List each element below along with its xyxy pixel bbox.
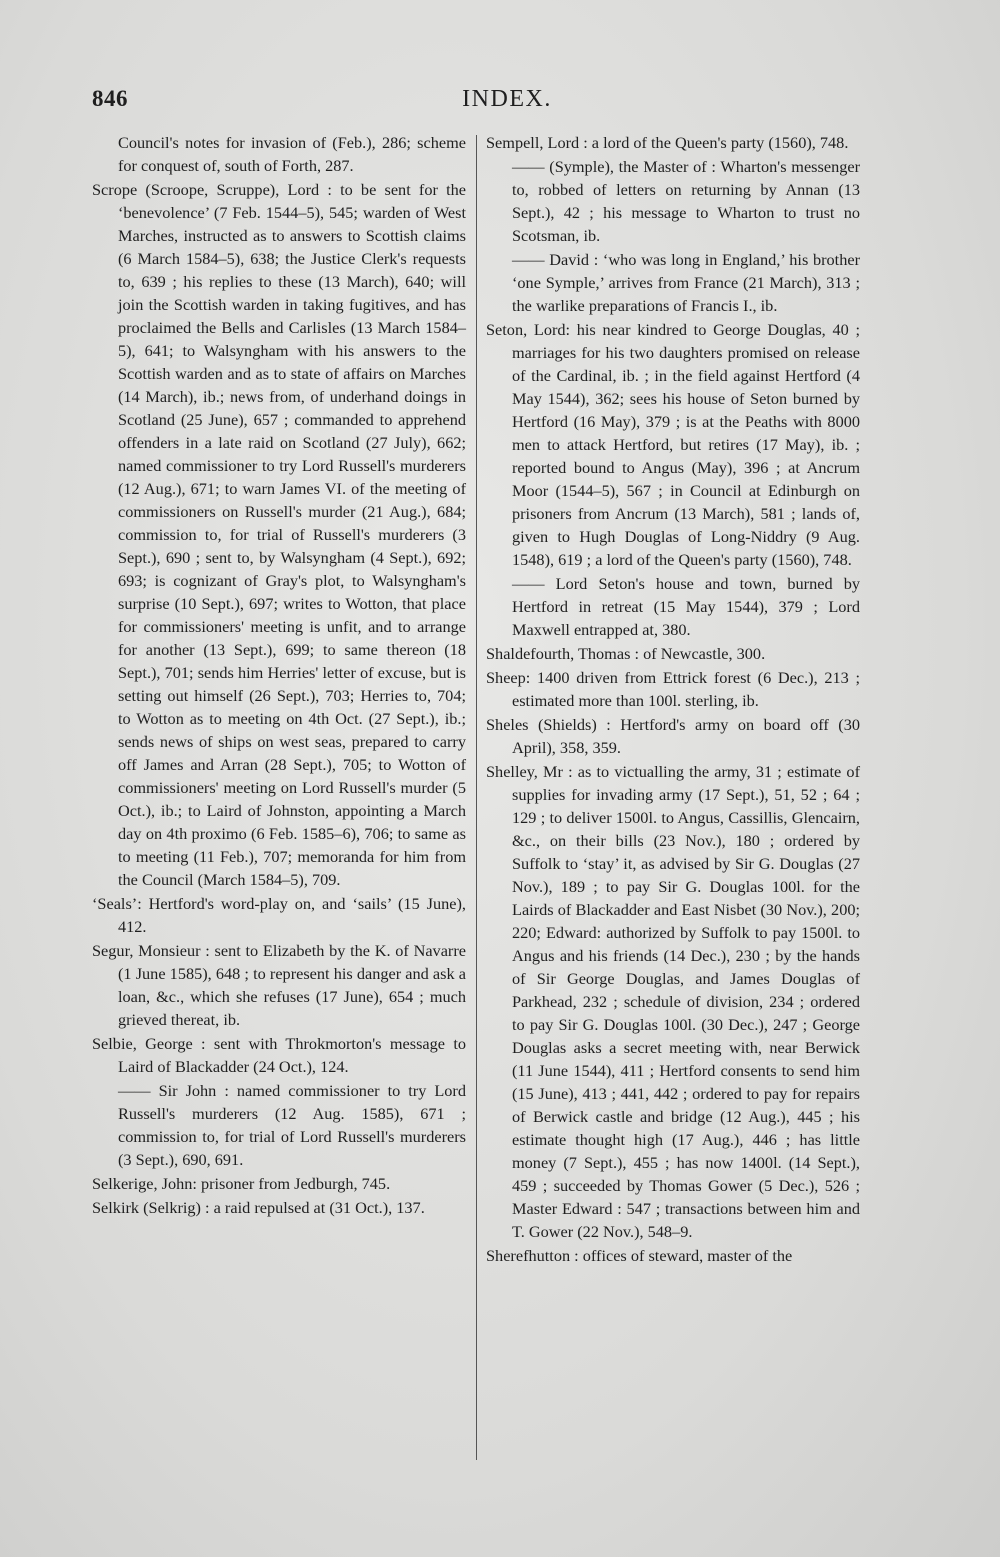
index-entry: ‘Seals’: Hertford's word-play on, and ‘sails’ (15 June), 412. <box>92 894 466 936</box>
index-columns <box>92 131 870 1471</box>
index-entry: Segur, Monsieur : sent to Elizabeth by the K. of Navarre (1 June 1585), 648 ; to represent his danger and ask a loan, &c., which she refuses (17 June), 654 ; much grieved thereat, ib. <box>92 941 466 1029</box>
index-entry: Shelley, Mr : as to victualling the army, 31 ; estimate of supplies for invading army (17 Sept.), 51, 52 ; 64 ; 129 ; to deliver 1500l. to Angus, Cassillis, Glencairn, &c., on their bills (23 Nov.), 180 ; ordered by Suffolk to ‘stay’ it, as advised by Sir G. Douglas (27 Nov.), 189 ; to pay Sir G. Douglas 100l. for the Lairds of Blackadder and East Nisbet (30 Nov.), 200; 220; Edward: authorized by Suffolk to pay 1500l. to Angus and his friends (14 Dec.), 230 ; by the hands of Sir George Douglas, and James Douglas of Parkhead, 232 ; schedule of division, 234 ; ordered to pay Sir G. Douglas 100l. (30 Dec.), 247 ; George Douglas asks a secret meeting with, near Berwick (11 June 1544), 411 ; Hertford consents to send him (15 June), 413 ; 441, 442 ; ordered to pay for repairs of Berwick castle and bridge (12 Aug.), 445 ; his estimate thought high (17 Aug.), 446 ; has little money (7 Sept.), 455 ; has now 1400l. (14 Sept.), 459 ; succeeded by Thomas Gower (5 Dec.), 526 ; Master Edward : 547 ; transactions between him and T. Gower (22 Nov.), 548–9. <box>486 762 860 1241</box>
index-entry: —— (Symple), the Master of : Wharton's messenger to, robbed of letters on returning by Annan (13 Sept.), 42 ; his message to Wharton to trust no Scotsman, ib. <box>512 157 860 245</box>
index-entry: Council's notes for invasion of (Feb.), 286; scheme for conquest of, south of Forth, 287. <box>118 133 466 175</box>
page-number: 846 <box>92 86 128 111</box>
page-header <box>92 86 922 120</box>
index-entry: —— Sir John : named commissioner to try Lord Russell's murderers (12 Aug. 1585), 671 ; commission to, for trial of Lord Russell's murderers (3 Sept.), 690, 691. <box>118 1081 466 1169</box>
running-head: INDEX. <box>462 86 552 112</box>
index-entry: —— Lord Seton's house and town, burned by Hertford in retreat (15 May 1544), 379 ; Lord Maxwell entrapped at, 380. <box>512 574 860 639</box>
index-entry: Sheep: 1400 driven from Ettrick forest (6 Dec.), 213 ; estimated more than 100l. sterling, ib. <box>486 668 860 710</box>
column-rule <box>476 135 477 1460</box>
right-column <box>486 131 860 1268</box>
index-entry: Seton, Lord: his near kindred to George Douglas, 40 ; marriages for his two daughters promised on release of the Cardinal, ib. ; in the field against Hertford (4 May 1544), 362; sees his house of Seton burned by Hertford (16 May), 379 ; is at the Peaths with 8000 men to attack Hertford, but retires (17 May), ib. ; reported bound to Angus (May), 396 ; at Ancrum Moor (1544–5), 567 ; in Council at Edinburgh on prisoners from Ancrum (13 March), 581 ; lands of, given to Hugh Douglas of Long-Niddry (9 Aug. 1548), 619 ; a lord of the Queen's party (1560), 748. <box>486 320 860 569</box>
index-entry: Selbie, George : sent with Throkmorton's message to Laird of Blackadder (24 Oct.), 124. <box>92 1034 466 1076</box>
left-column <box>92 131 466 1220</box>
index-entry: Selkirk (Selkrig) : a raid repulsed at (31 Oct.), 137. <box>92 1198 425 1217</box>
index-entry: Selkerige, John: prisoner from Jedburgh, 745. <box>92 1174 391 1193</box>
index-entry: Shaldefourth, Thomas : of Newcastle, 300. <box>486 644 766 663</box>
index-entry: Sherefhutton : offices of steward, master of the <box>486 1246 793 1265</box>
index-entry: Scrope (Scroope, Scruppe), Lord : to be sent for the ‘benevolence’ (7 Feb. 1544–5), 545; warden of West Marches, instructed as to answers to Scottish claims (6 March 1584–5), 638; the Justice Clerk's requests to, 639 ; his replies to these (13 March), 640; will join the Scottish warden in taking fugitives, and has proclaimed the Bells and Carlisles (13 March 1584–5), 641; to Walsyngham with his answers to the Scottish warden and as to state of affairs on Marches (14 March), ib.; news from, of underhand doings in Scotland (25 June), 657 ; commanded to apprehend offenders in a late raid on Scotland (27 July), 662; named commissioner to try Lord Russell's murderers (12 Aug.), 671; to warn James VI. of the meeting of commissioners on Russell's murder (21 Aug.), 684; commission to, for trial of Russell's murderers (3 Sept.), 690 ; sent to, by Walsyngham (4 Sept.), 692; 693; is cognizant of Gray's plot, to Walsyngham's surprise (10 Sept.), 697; writes to Wotton, that place for commissioners' meeting is unfit, and to arrange for another (13 Sept.), 699; to same thereon (18 Sept.), 701; sends him Herries' letter of excuse, but is setting out himself (26 Sept.), 703; Herries to, 704; to Wotton as to meeting on 4th Oct. (27 Sept.), ib.; sends news of ships on west seas, prepared to carry off James and Arran (28 Sept.), 705; to Wotton of commissioners' meeting on Lord Russell's murder (5 Oct.), ib.; to Laird of Johnston, appointing a March day on 4th proximo (6 Feb. 1585–6), 706; to same as to meeting (11 Feb.), 707; memoranda for him from the Council (March 1584–5), 709. <box>92 180 466 889</box>
index-entry: Sheles (Shields) : Hertford's army on board off (30 April), 358, 359. <box>486 715 860 757</box>
index-entry: —— David : ‘who was long in England,’ his brother ‘one Symple,’ arrives from France (21 March), 313 ; the warlike preparations of Francis I., ib. <box>512 250 860 315</box>
index-entry: Sempell, Lord : a lord of the Queen's party (1560), 748. <box>486 133 849 152</box>
